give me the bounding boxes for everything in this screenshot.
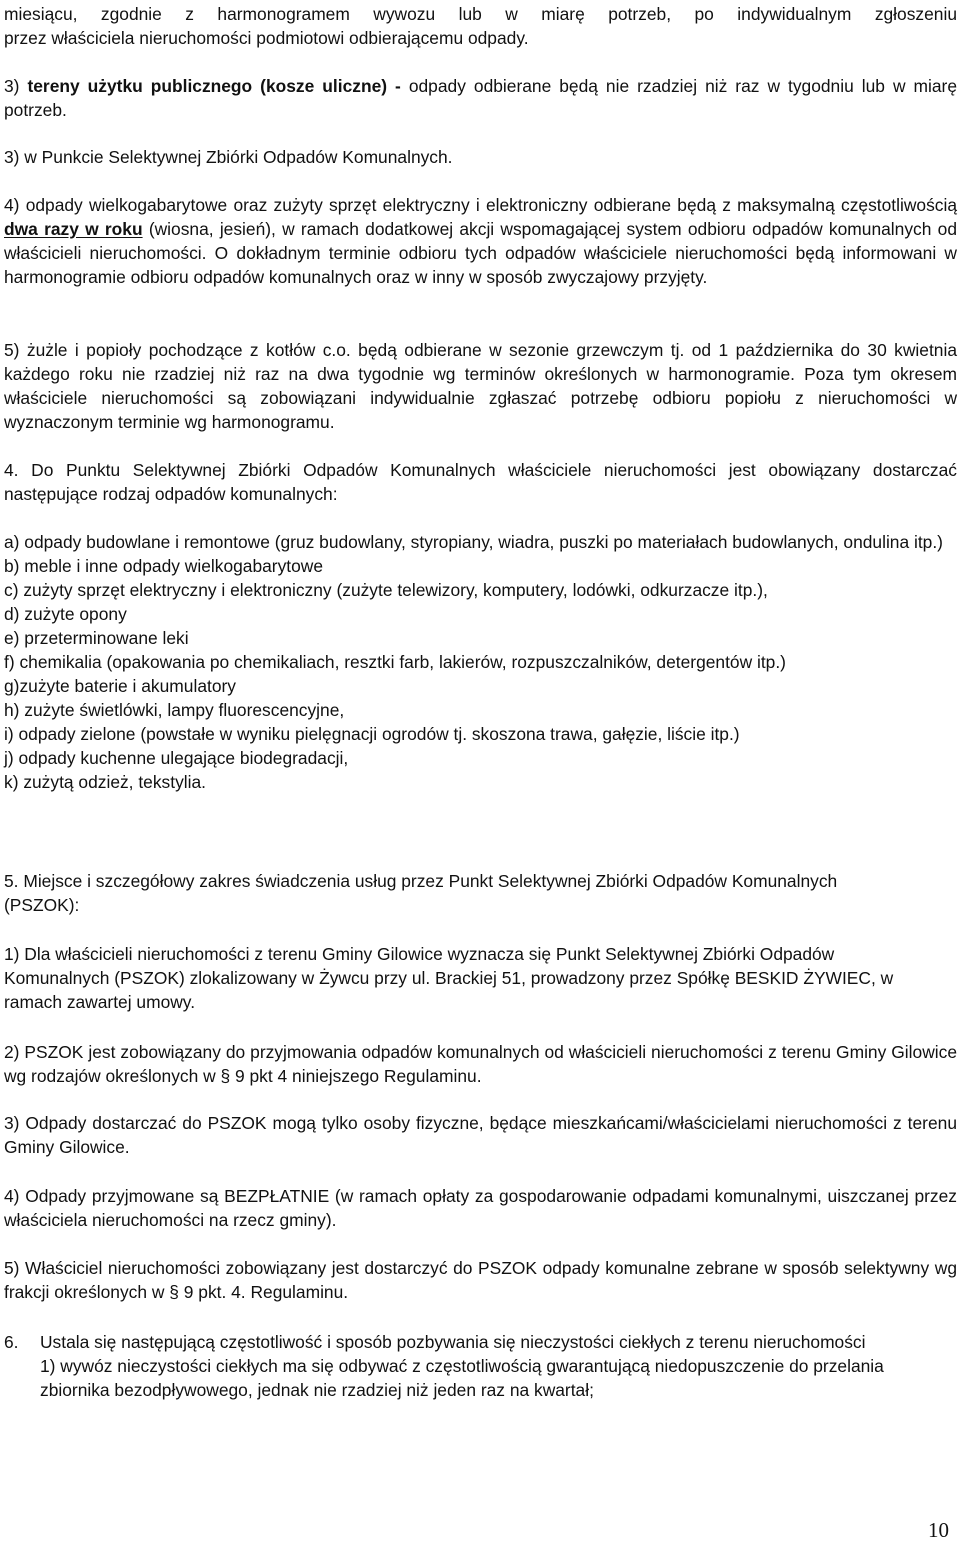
list-item: d) zużyte opony xyxy=(4,604,127,624)
paragraph-text: odpady odbierane będą nie rzadziej niż raz w tygodniu lub w miarę potrzeb. xyxy=(4,76,958,120)
list-item: f) chemikalia (opakowania po chemikaliach, resztki farb, lakierów, rozpuszczalników, detergentów itp.) xyxy=(4,652,786,672)
paragraph-text: 4) odpady wielkogabarytowe oraz zużyty sprzęt elektryczny i elektroniczny odbierane będą z maksymalną częstotliwością xyxy=(4,195,957,215)
item-prefix: 3) xyxy=(4,76,28,96)
list-item: b) meble i inne odpady wielkogabarytowe xyxy=(4,556,324,576)
section-5-title: 5. Miejsce i szczegółowy zakres świadczenia usług przez Punkt Selektywnej Zbiórki Odpadów Komunalnych (PSZOK): xyxy=(4,871,838,915)
underlined-bold-phrase: dwa razy w roku xyxy=(4,219,143,239)
waste-list xyxy=(4,530,957,794)
list-item: a) odpady budowlane i remontowe (gruz budowlany, styropiany, wiadra, puszki po materiałach budowlanych, ondulina itp.) xyxy=(4,532,943,552)
paragraph-text: (wiosna, jesień), w ramach dodatkowej akcji wspomagającej system odbioru odpadów komunalnych od właścicieli nieruchomości. O dokładnym terminie odbioru tych odpadów właściciele nieruchomości będą informowani w harmonogramie odbioru odpadów komunalnych oraz w inny w sposób zwyczajowy przyjęty. xyxy=(4,219,957,287)
section-5-item-4: 4) Odpady przyjmowane są BEZPŁATNIE (w ramach opłaty za gospodarowanie odpadami komunalnymi, uiszczanej przez właściciela nieruchomości na rzecz gminy). xyxy=(4,1186,957,1230)
section-6-item-1: 1) wywóz nieczystości ciekłych ma się odbywać z częstotliwością gwarantującą niedopuszczenie do przelania zbiornika bezodpływowego, jednak nie rzadziej niż jeden raz na kwartał; xyxy=(40,1356,884,1400)
list-item: e) przeterminowane leki xyxy=(4,628,189,648)
paragraph-ash: 5) żużle i popioły pochodzące z kotłów c.o. będą odbierane w sezonie grzewczym tj. od 1 października do 30 kwietnia każdego roku nie rzadziej niż raz na dwa tygodnie wg terminów określonych w harmonogramie. Poza tym okresem właściciele nieruchomości są zobowiązani indywidualnie zgłaszać potrzebę odbioru popiołu z nieruchomości w wyznaczonym terminie wg harmonogramu. xyxy=(4,340,957,432)
list-item: c) zużyty sprzęt elektryczny i elektroniczny (zużyte telewizory, komputery, lodówki, odkurzacze itp.), xyxy=(4,580,768,600)
section-6-number: 6. xyxy=(4,1332,19,1352)
paragraph-top-line1: miesiącu, zgodnie z harmonogramem wywozu lub w miarę potrzeb, po indywidualnym zgłoszeniu xyxy=(4,4,957,24)
section-4-intro: 4. Do Punktu Selektywnej Zbiórki Odpadów Komunalnych właściciele nieruchomości jest obowiązany dostarczać następujące rodzaj odpadów komunalnych: xyxy=(4,460,957,504)
list-item: k) zużytą odzież, tekstylia. xyxy=(4,772,206,792)
section-6-title: Ustala się następującą częstotliwość i sposób pozbywania się nieczystości ciekłych z terenu nieruchomości xyxy=(40,1332,866,1352)
page-number: 10 xyxy=(928,1518,949,1542)
section-5-item-3: 3) Odpady dostarczać do PSZOK mogą tylko osoby fizyczne, będące mieszkańcami/właścicielami nieruchomości z terenu Gminy Gilowice. xyxy=(4,1113,957,1157)
section-6-body xyxy=(40,1330,957,1402)
paragraph-bulky-waste xyxy=(4,193,957,289)
paragraph-top-line2: przez właściciela nieruchomości podmiotowi odbierającemu odpady. xyxy=(4,28,529,48)
list-item: i) odpady zielone (powstałe w wyniku pielęgnacji ogrodów tj. skoszona trawa, gałęzie, liście itp.) xyxy=(4,724,740,744)
section-5-item-1: 1) Dla właścicieli nieruchomości z terenu Gminy Gilowice wyznacza się Punkt Selektywnej Zbiórki Odpadów Komunalnych (PSZOK) zlokalizowany w Żywcu przy ul. Brackiej 51, prowadzony przez Spółkę BESKID ŻYWIEC, w ramach zawartej umowy. xyxy=(4,944,894,1012)
paragraph-pszok-point: 3) w Punkcie Selektywnej Zbiórki Odpadów Komunalnych. xyxy=(4,147,453,167)
section-5-item-5: 5) Właściciel nieruchomości zobowiązany jest dostarczyć do PSZOK odpady komunalne zebrane w sposób selektywny wg frakcji określonych w § 9 pkt. 4. Regulaminu. xyxy=(4,1258,957,1302)
bold-phrase: tereny użytku publicznego (kosze uliczne) - xyxy=(27,76,401,96)
paragraph-public-areas xyxy=(4,74,957,122)
list-item: j) odpady kuchenne ulegające biodegradacji, xyxy=(4,748,349,768)
list-item: h) zużyte świetlówki, lampy fluorescencyjne, xyxy=(4,700,345,720)
section-5-item-2: 2) PSZOK jest zobowiązany do przyjmowania odpadów komunalnych od właścicieli nieruchomości z terenu Gminy Gilowice wg rodzajów określonych w § 9 pkt 4 niniejszego Regulaminu. xyxy=(4,1042,957,1086)
list-item: g)zużyte baterie i akumulatory xyxy=(4,676,236,696)
